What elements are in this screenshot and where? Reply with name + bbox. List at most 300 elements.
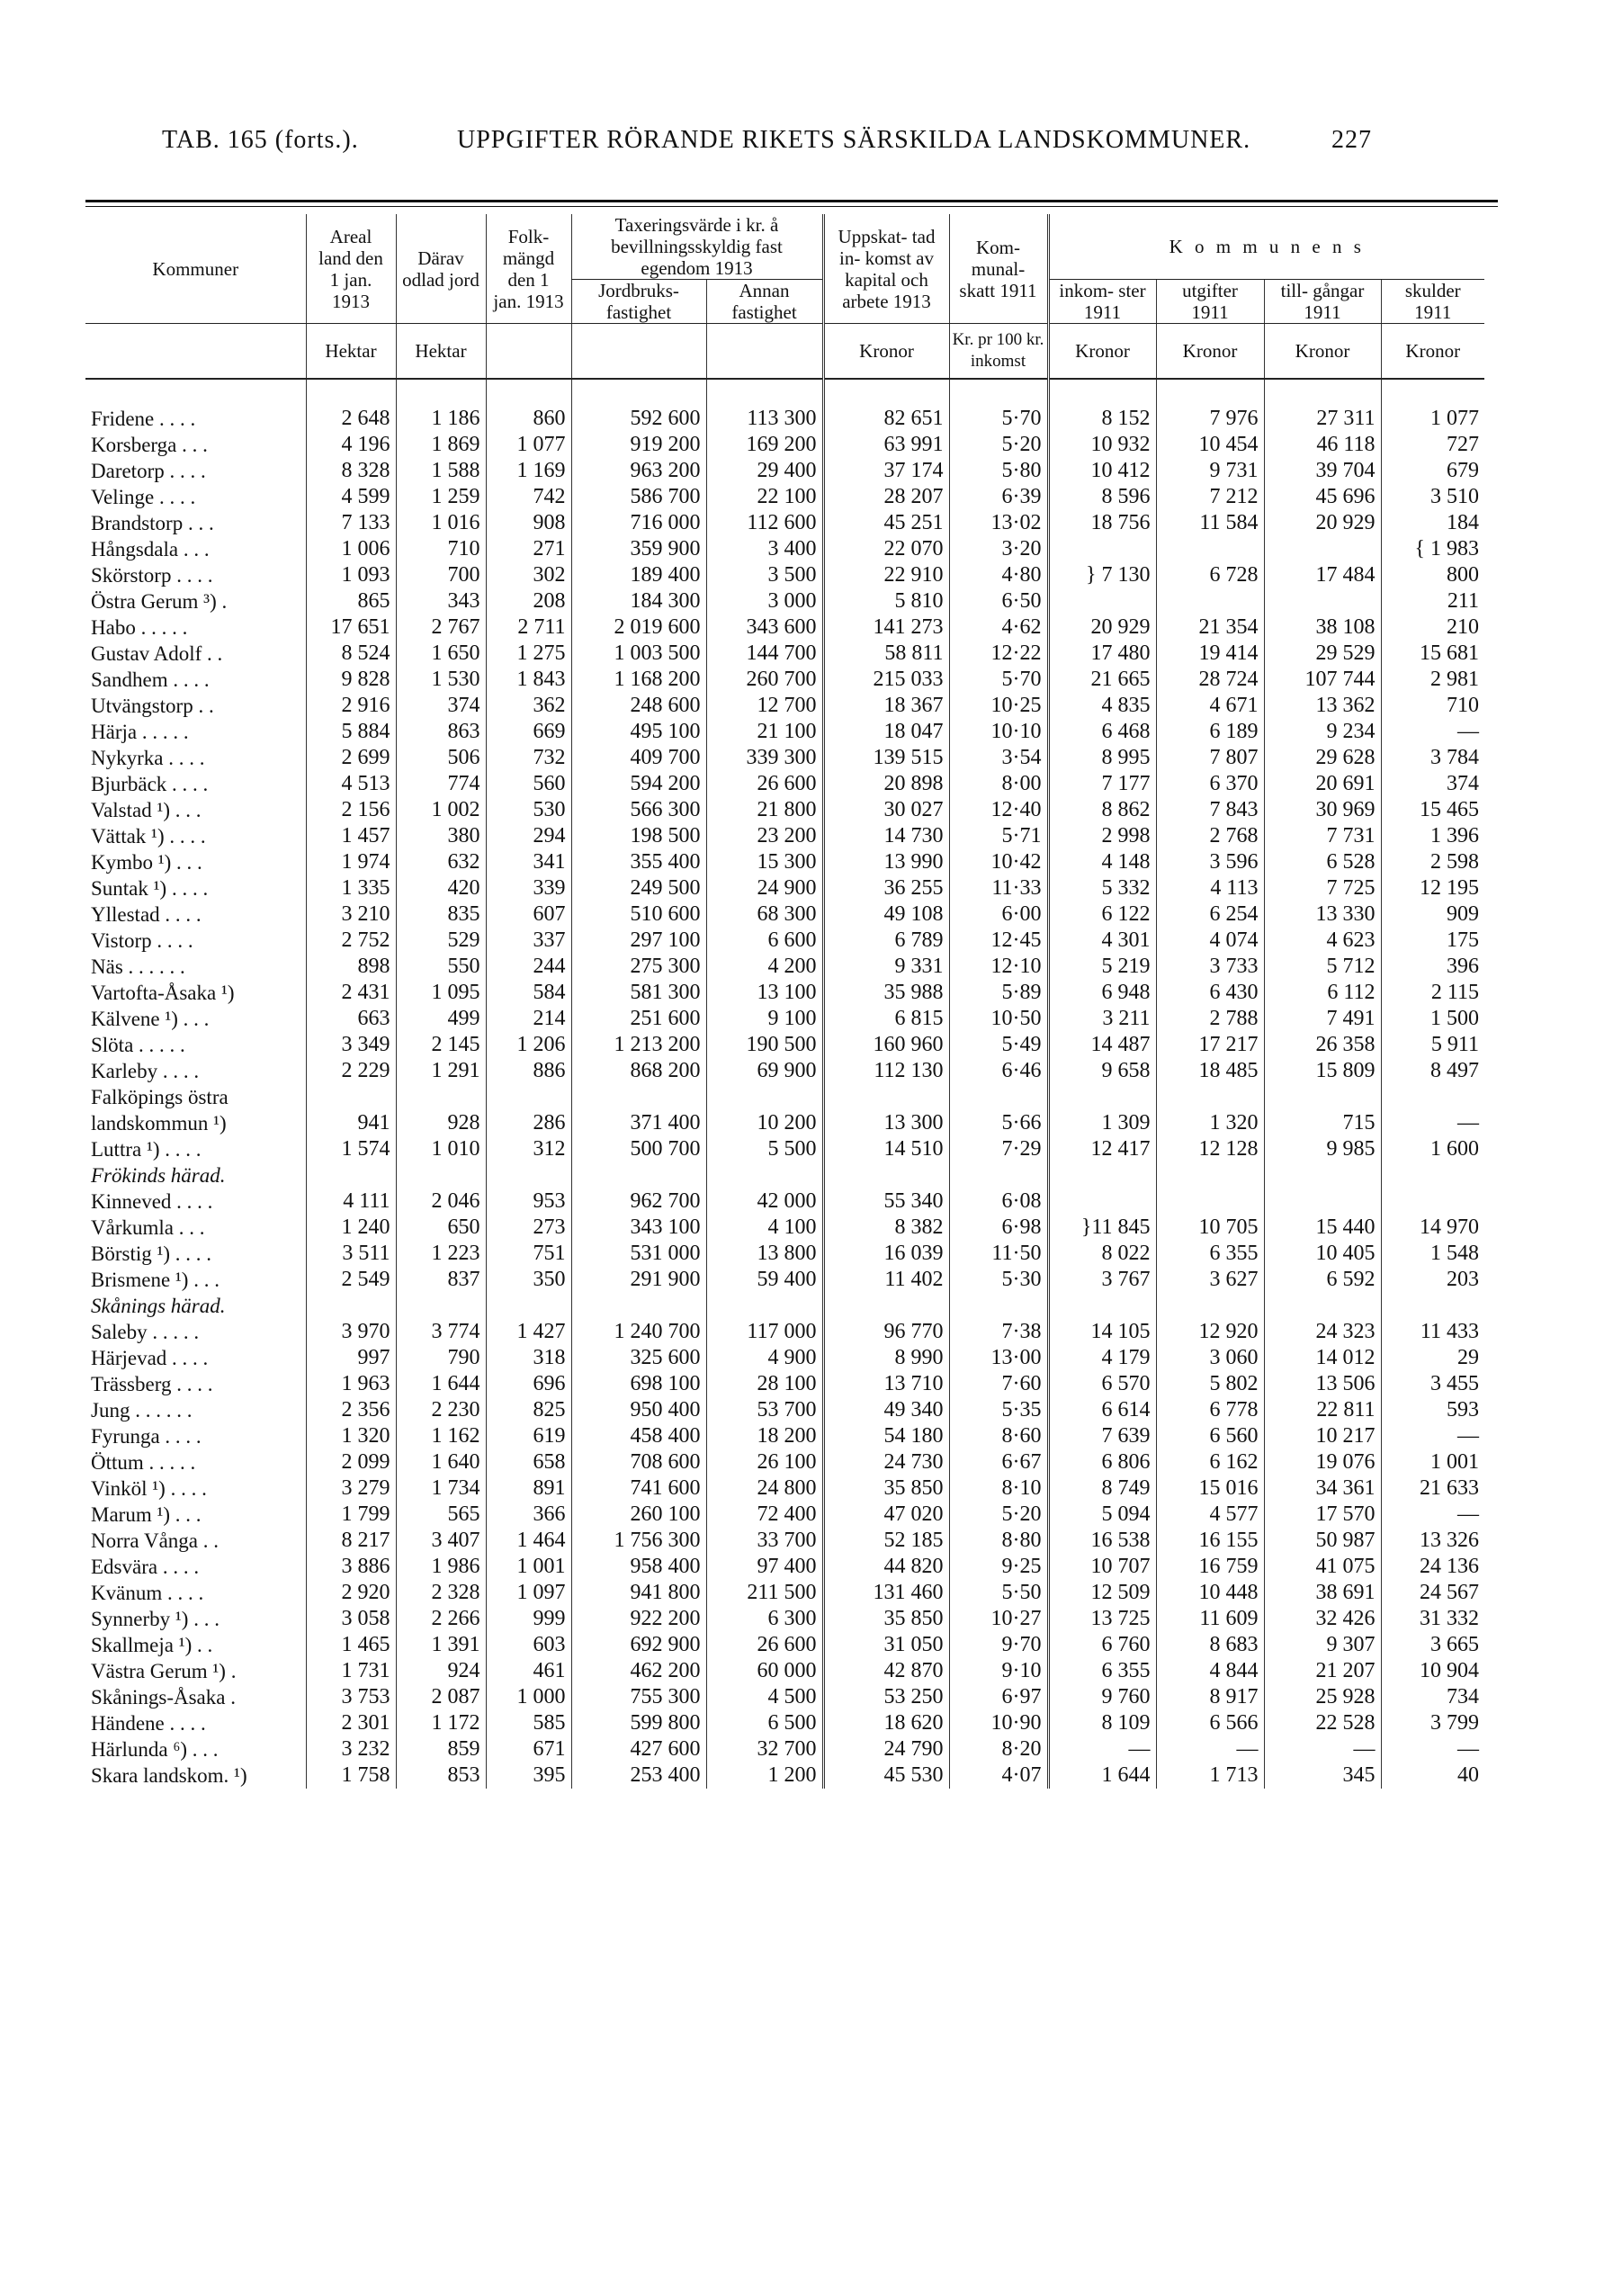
cell-inkomster: 6 614 (1048, 1397, 1156, 1423)
cell-folkmangd: 742 (486, 484, 571, 510)
spacer-cell (823, 379, 949, 406)
kommun-name: Synnerby ¹) . . . (91, 1608, 220, 1630)
cell-kommunalskatt: 3·54 (949, 745, 1048, 771)
cell-inkomster: 4 301 (1048, 928, 1156, 954)
unit-folk (486, 324, 571, 380)
unit-kommunalskatt: Kr. pr 100 kr. inkomst (949, 324, 1048, 380)
cell-folkmangd (486, 1084, 571, 1110)
section-blank-cell (823, 1162, 949, 1188)
cell-odlad: 790 (396, 1345, 486, 1371)
cell-inkomster (1048, 1188, 1156, 1215)
cell-uppskattad: 141 273 (823, 614, 949, 641)
cell-odlad: 1 002 (396, 797, 486, 823)
kommun-name: Falköpings östra (91, 1086, 229, 1108)
section-blank-cell (486, 1162, 571, 1188)
cell-areal: 1 974 (306, 849, 396, 875)
cell-folkmangd: 1 077 (486, 432, 571, 458)
cell-jordbruk: 581 300 (571, 980, 706, 1006)
kommun-name: Vättak ¹) . . . . (91, 825, 206, 848)
cell-areal: 3 970 (306, 1319, 396, 1345)
cell-folkmangd: 1 169 (486, 458, 571, 484)
cell-annan: 3 000 (706, 588, 823, 614)
cell-folkmangd: 312 (486, 1136, 571, 1162)
kommun-name: Händene . . . . (91, 1712, 206, 1735)
cell-folkmangd: 671 (486, 1736, 571, 1762)
cell-odlad: 837 (396, 1267, 486, 1293)
table-row (85, 667, 1484, 693)
cell-skulder: 24 136 (1381, 1554, 1484, 1580)
section-blank-cell (706, 1293, 823, 1319)
cell-skulder: — (1381, 1502, 1484, 1528)
cell-tillgangar: 21 207 (1264, 1658, 1381, 1684)
cell-folkmangd: 271 (486, 536, 571, 562)
cell-inkomster: 10 707 (1048, 1554, 1156, 1580)
col-taxering: Taxeringsvärde i kr. å bevillningsskyldig fast egendom 1913 (571, 214, 823, 280)
cell-jordbruk: 249 500 (571, 875, 706, 901)
cell-kommunalskatt: 9·70 (949, 1632, 1048, 1658)
spacer-cell (396, 379, 486, 406)
cell-annan: 33 700 (706, 1528, 823, 1554)
cell-kommunalskatt: 11·50 (949, 1241, 1048, 1267)
cell-folkmangd: 584 (486, 980, 571, 1006)
cell-kommunalskatt: 6·00 (949, 901, 1048, 928)
cell-inkomster: 3 211 (1048, 1006, 1156, 1032)
col-kommunalskatt: Kom- munal- skatt 1911 (949, 214, 1048, 324)
cell-areal: 1 457 (306, 823, 396, 849)
cell-areal: 865 (306, 588, 396, 614)
cell-folkmangd: 619 (486, 1423, 571, 1449)
cell-jordbruk: 260 100 (571, 1502, 706, 1528)
cell-annan: 9 100 (706, 1006, 823, 1032)
cell-uppskattad: 55 340 (823, 1188, 949, 1215)
cell-tillgangar: 6 592 (1264, 1267, 1381, 1293)
cell-utgifter: 7 976 (1156, 406, 1264, 432)
cell-areal: 2 699 (306, 745, 396, 771)
cell-kommunalskatt: 10·27 (949, 1606, 1048, 1632)
cell-kommunalskatt: 5·66 (949, 1110, 1048, 1136)
cell-areal: 2 431 (306, 980, 396, 1006)
cell-inkomster: 8 022 (1048, 1241, 1156, 1267)
cell-skulder: { 1 983 (1381, 536, 1484, 562)
kommun-name: Trässberg . . . . (91, 1373, 213, 1395)
cell-skulder: 1 600 (1381, 1136, 1484, 1162)
table-row (85, 1736, 1484, 1762)
cell-folkmangd: 908 (486, 510, 571, 536)
unit-uppskattad: Kronor (823, 324, 949, 380)
kommun-name: Hångsdala . . . (91, 538, 210, 561)
cell-odlad: 1 259 (396, 484, 486, 510)
cell-tillgangar: 22 811 (1264, 1397, 1381, 1423)
kommun-name: Jung . . . . . . (91, 1399, 193, 1422)
cell-uppskattad: 28 207 (823, 484, 949, 510)
cell-areal: 4 513 (306, 771, 396, 797)
cell-folkmangd: 1 427 (486, 1319, 571, 1345)
cell-inkomster: 10 412 (1048, 458, 1156, 484)
kommun-name: Skara landskom. ¹) (91, 1764, 247, 1787)
table-row (85, 1084, 1484, 1110)
kommun-name: landskommun ¹) (91, 1112, 227, 1135)
table-row (85, 1554, 1484, 1580)
cell-inkomster: 14 105 (1048, 1319, 1156, 1345)
cell-tillgangar: 6 528 (1264, 849, 1381, 875)
cell-inkomster: 12 417 (1048, 1136, 1156, 1162)
kommun-name: Börstig ¹) . . . . (91, 1242, 212, 1265)
cell-skulder: 12 195 (1381, 875, 1484, 901)
section-blank-cell (396, 1293, 486, 1319)
cell-kommunalskatt: 5·35 (949, 1397, 1048, 1423)
kommun-name: Vinköl ¹) . . . . (91, 1477, 207, 1500)
table-row (85, 536, 1484, 562)
section-blank-cell (1264, 1162, 1381, 1188)
cell-areal: 898 (306, 954, 396, 980)
cell-tillgangar: 50 987 (1264, 1528, 1381, 1554)
table-row (85, 406, 1484, 432)
unit-tillgangar: Kronor (1264, 324, 1381, 380)
cell-jordbruk: 592 600 (571, 406, 706, 432)
cell-skulder: 24 567 (1381, 1580, 1484, 1606)
cell-annan: 113 300 (706, 406, 823, 432)
section-blank-cell (306, 1162, 396, 1188)
section-blank-cell (706, 1162, 823, 1188)
cell-utgifter: 28 724 (1156, 667, 1264, 693)
kommun-name: Östra Gerum ³) . (91, 590, 228, 613)
cell-kommunalskatt: 7·60 (949, 1371, 1048, 1397)
cell-jordbruk: 409 700 (571, 745, 706, 771)
cell-areal: 3 232 (306, 1736, 396, 1762)
kommun-name: Skallmeja ¹) . . (91, 1634, 213, 1656)
kommun-name: Luttra ¹) . . . . (91, 1138, 202, 1161)
cell-folkmangd: 362 (486, 693, 571, 719)
table-body (85, 379, 1484, 1789)
cell-odlad: 710 (396, 536, 486, 562)
section-blank-cell (1048, 1162, 1156, 1188)
cell-inkomster: 6 806 (1048, 1449, 1156, 1475)
cell-tillgangar: 20 691 (1264, 771, 1381, 797)
cell-folkmangd: 244 (486, 954, 571, 980)
cell-uppskattad: 6 815 (823, 1006, 949, 1032)
cell-odlad: 1 095 (396, 980, 486, 1006)
cell-areal: 663 (306, 1006, 396, 1032)
cell-folkmangd: 366 (486, 1502, 571, 1528)
cell-uppskattad: 42 870 (823, 1658, 949, 1684)
spacer-cell (571, 379, 706, 406)
cell-tillgangar: 17 484 (1264, 562, 1381, 588)
cell-folkmangd: 585 (486, 1710, 571, 1736)
cell-skulder (1381, 1188, 1484, 1215)
cell-utgifter: 3 733 (1156, 954, 1264, 980)
cell-skulder: 593 (1381, 1397, 1484, 1423)
cell-jordbruk: 962 700 (571, 1188, 706, 1215)
cell-uppskattad: 112 130 (823, 1058, 949, 1084)
cell-jordbruk: 958 400 (571, 1554, 706, 1580)
kommun-name: Bjurbäck . . . . (91, 773, 209, 795)
cell-tillgangar: 26 358 (1264, 1032, 1381, 1058)
table-row (85, 1267, 1484, 1293)
cell-kommunalskatt: 3·20 (949, 536, 1048, 562)
cell-uppskattad: 45 530 (823, 1762, 949, 1789)
cell-areal: 2 916 (306, 693, 396, 719)
cell-annan: 339 300 (706, 745, 823, 771)
running-header (0, 126, 1622, 162)
cell-areal: 2 920 (306, 1580, 396, 1606)
cell-utgifter: 16 155 (1156, 1528, 1264, 1554)
cell-uppskattad: 160 960 (823, 1032, 949, 1058)
cell-utgifter: 7 807 (1156, 745, 1264, 771)
cell-uppskattad: 24 730 (823, 1449, 949, 1475)
cell-skulder: 727 (1381, 432, 1484, 458)
cell-kommunalskatt: 4·62 (949, 614, 1048, 641)
cell-annan: 24 800 (706, 1475, 823, 1502)
cell-utgifter: 6 355 (1156, 1241, 1264, 1267)
cell-areal: 1 465 (306, 1632, 396, 1658)
cell-annan: 6 500 (706, 1710, 823, 1736)
cell-kommunalskatt: 7·29 (949, 1136, 1048, 1162)
kommun-name: Habo . . . . . (91, 616, 188, 639)
cell-tillgangar: 39 704 (1264, 458, 1381, 484)
cell-tillgangar: 7 725 (1264, 875, 1381, 901)
cell-utgifter: 6 560 (1156, 1423, 1264, 1449)
municipal-statistics-table (85, 214, 1484, 1789)
cell-uppskattad: 14 510 (823, 1136, 949, 1162)
cell-utgifter: 4 671 (1156, 693, 1264, 719)
table-row (85, 1397, 1484, 1423)
cell-utgifter: 9 731 (1156, 458, 1264, 484)
cell-folkmangd: 669 (486, 719, 571, 745)
cell-utgifter: 16 759 (1156, 1554, 1264, 1580)
cell-folkmangd: 341 (486, 849, 571, 875)
col-uppskattad: Uppskat- tad in- komst av kapital och arbete 1913 (823, 214, 949, 324)
table-row (85, 1423, 1484, 1449)
cell-tillgangar: 13 506 (1264, 1371, 1381, 1397)
cell-inkomster: 16 538 (1048, 1528, 1156, 1554)
cell-annan: 21 800 (706, 797, 823, 823)
cell-folkmangd: 825 (486, 1397, 571, 1423)
cell-areal: 3 279 (306, 1475, 396, 1502)
cell-tillgangar: 9 234 (1264, 719, 1381, 745)
cell-kommunalskatt: 10·10 (949, 719, 1048, 745)
cell-jordbruk: 458 400 (571, 1423, 706, 1449)
col-annan: Annan fastighet (706, 280, 823, 324)
cell-kommunalskatt: 8·60 (949, 1423, 1048, 1449)
cell-odlad: 2 046 (396, 1188, 486, 1215)
cell-kommunalskatt: 6·46 (949, 1058, 1048, 1084)
cell-uppskattad: 131 460 (823, 1580, 949, 1606)
table-row (85, 875, 1484, 901)
kommun-name: Skånings-Åsaka . (91, 1686, 236, 1709)
cell-uppskattad: 31 050 (823, 1632, 949, 1658)
table-row (85, 484, 1484, 510)
cell-skulder: 14 970 (1381, 1215, 1484, 1241)
cell-tillgangar: 7 491 (1264, 1006, 1381, 1032)
kommun-name: Utvängstorp . . (91, 695, 214, 717)
section-blank-cell (1156, 1293, 1264, 1319)
cell-jordbruk: 184 300 (571, 588, 706, 614)
spacer-cell (85, 379, 306, 406)
cell-utgifter: — (1156, 1736, 1264, 1762)
spacer-cell (706, 379, 823, 406)
cell-odlad: 1 644 (396, 1371, 486, 1397)
table-row (85, 771, 1484, 797)
cell-utgifter (1156, 588, 1264, 614)
cell-skulder: 1 500 (1381, 1006, 1484, 1032)
table-row (85, 928, 1484, 954)
cell-folkmangd: 891 (486, 1475, 571, 1502)
cell-folkmangd: 337 (486, 928, 571, 954)
table-row (85, 797, 1484, 823)
cell-annan: 4 900 (706, 1345, 823, 1371)
table-row (85, 510, 1484, 536)
cell-tillgangar (1264, 588, 1381, 614)
cell-kommunalskatt: 5·20 (949, 432, 1048, 458)
cell-odlad (396, 1084, 486, 1110)
cell-inkomster: 1 644 (1048, 1762, 1156, 1789)
cell-jordbruk: 427 600 (571, 1736, 706, 1762)
cell-tillgangar: 9 985 (1264, 1136, 1381, 1162)
cell-skulder: 40 (1381, 1762, 1484, 1789)
section-heading-row (85, 1162, 1484, 1188)
kommun-name: Yllestad . . . . (91, 903, 202, 926)
kommun-name: Kälvene ¹) . . . (91, 1008, 210, 1030)
cell-annan: 21 100 (706, 719, 823, 745)
cell-annan: 343 600 (706, 614, 823, 641)
cell-kommunalskatt: 10·50 (949, 1006, 1048, 1032)
cell-uppskattad: 54 180 (823, 1423, 949, 1449)
cell-utgifter: 21 354 (1156, 614, 1264, 641)
cell-odlad: 1 223 (396, 1241, 486, 1267)
cell-kommunalskatt: 6·39 (949, 484, 1048, 510)
kommun-name: Fyrunga . . . . (91, 1425, 202, 1448)
cell-annan: 42 000 (706, 1188, 823, 1215)
cell-tillgangar: 13 330 (1264, 901, 1381, 928)
cell-utgifter: 4 074 (1156, 928, 1264, 954)
unit-blank (85, 324, 306, 380)
cell-folkmangd: 607 (486, 901, 571, 928)
cell-folkmangd: 273 (486, 1215, 571, 1241)
cell-uppskattad: 13 990 (823, 849, 949, 875)
cell-odlad: 863 (396, 719, 486, 745)
cell-kommunalskatt: 8·00 (949, 771, 1048, 797)
section-heading: Frökinds härad. (91, 1164, 226, 1187)
cell-skulder: 29 (1381, 1345, 1484, 1371)
section-blank-cell (1381, 1162, 1484, 1188)
spacer-cell (486, 379, 571, 406)
kommun-name: Saleby . . . . . (91, 1321, 200, 1343)
cell-uppskattad: 53 250 (823, 1684, 949, 1710)
spacer-cell (1264, 379, 1381, 406)
cell-uppskattad: 35 850 (823, 1475, 949, 1502)
cell-odlad: 700 (396, 562, 486, 588)
cell-inkomster: 8 109 (1048, 1710, 1156, 1736)
cell-inkomster: 6 760 (1048, 1632, 1156, 1658)
cell-annan: 26 100 (706, 1449, 823, 1475)
table-row (85, 1475, 1484, 1502)
kommun-name: Öttum . . . . . (91, 1451, 196, 1474)
cell-jordbruk: 343 100 (571, 1215, 706, 1241)
cell-uppskattad: 35 850 (823, 1606, 949, 1632)
unit-annan (706, 324, 823, 380)
cell-odlad: 1 734 (396, 1475, 486, 1502)
cell-inkomster: 6 355 (1048, 1658, 1156, 1684)
table-row (85, 614, 1484, 641)
cell-areal: 8 328 (306, 458, 396, 484)
cell-annan: 260 700 (706, 667, 823, 693)
cell-odlad: 1 530 (396, 667, 486, 693)
table-row (85, 1606, 1484, 1632)
cell-folkmangd: 1 001 (486, 1554, 571, 1580)
cell-inkomster: 6 948 (1048, 980, 1156, 1006)
cell-annan: 211 500 (706, 1580, 823, 1606)
cell-jordbruk: 495 100 (571, 719, 706, 745)
cell-odlad: 2 328 (396, 1580, 486, 1606)
cell-uppskattad: 18 047 (823, 719, 949, 745)
cell-skulder: 2 981 (1381, 667, 1484, 693)
cell-odlad: 859 (396, 1736, 486, 1762)
cell-skulder: 1 548 (1381, 1241, 1484, 1267)
kommun-name: Västra Gerum ¹) . (91, 1660, 237, 1682)
cell-inkomster: — (1048, 1736, 1156, 1762)
cell-folkmangd: 1 464 (486, 1528, 571, 1554)
cell-kommunalskatt: 6·97 (949, 1684, 1048, 1710)
kommun-name: Nykyrka . . . . (91, 747, 205, 769)
cell-utgifter: 6 430 (1156, 980, 1264, 1006)
cell-utgifter: 11 609 (1156, 1606, 1264, 1632)
table-row (85, 1058, 1484, 1084)
cell-inkomster: 2 998 (1048, 823, 1156, 849)
section-blank-cell (823, 1293, 949, 1319)
cell-jordbruk: 531 000 (571, 1241, 706, 1267)
kommun-name: Edsvära . . . . (91, 1556, 200, 1578)
table-row (85, 458, 1484, 484)
section-blank-cell (571, 1162, 706, 1188)
section-heading: Skånings härad. (91, 1295, 226, 1317)
cell-annan: 59 400 (706, 1267, 823, 1293)
cell-odlad: 853 (396, 1762, 486, 1789)
cell-uppskattad: 5 810 (823, 588, 949, 614)
cell-annan: 10 200 (706, 1110, 823, 1136)
cell-inkomster: 13 725 (1048, 1606, 1156, 1632)
cell-jordbruk: 251 600 (571, 1006, 706, 1032)
cell-folkmangd: 603 (486, 1632, 571, 1658)
cell-inkomster: 7 639 (1048, 1423, 1156, 1449)
cell-areal: 7 133 (306, 510, 396, 536)
cell-tillgangar: 38 108 (1264, 614, 1381, 641)
cell-skulder: — (1381, 1736, 1484, 1762)
cell-tillgangar: 107 744 (1264, 667, 1381, 693)
section-blank-cell (1381, 1293, 1484, 1319)
table-row (85, 954, 1484, 980)
cell-inkomster: }11 845 (1048, 1215, 1156, 1241)
spacer-cell (1048, 379, 1156, 406)
section-blank-cell (1048, 1293, 1156, 1319)
cell-odlad: 632 (396, 849, 486, 875)
cell-jordbruk: 716 000 (571, 510, 706, 536)
cell-odlad: 2 767 (396, 614, 486, 641)
cell-folkmangd: 208 (486, 588, 571, 614)
cell-uppskattad: 215 033 (823, 667, 949, 693)
cell-annan: 4 100 (706, 1215, 823, 1241)
cell-uppskattad: 20 898 (823, 771, 949, 797)
cell-annan (706, 1084, 823, 1110)
cell-jordbruk: 599 800 (571, 1710, 706, 1736)
cell-annan: 69 900 (706, 1058, 823, 1084)
cell-uppskattad: 18 620 (823, 1710, 949, 1736)
cell-tillgangar: 34 361 (1264, 1475, 1381, 1502)
cell-folkmangd: 1 275 (486, 641, 571, 667)
cell-inkomster (1048, 536, 1156, 562)
cell-odlad: 1 391 (396, 1632, 486, 1658)
cell-odlad: 2 230 (396, 1397, 486, 1423)
cell-tillgangar: 14 012 (1264, 1345, 1381, 1371)
